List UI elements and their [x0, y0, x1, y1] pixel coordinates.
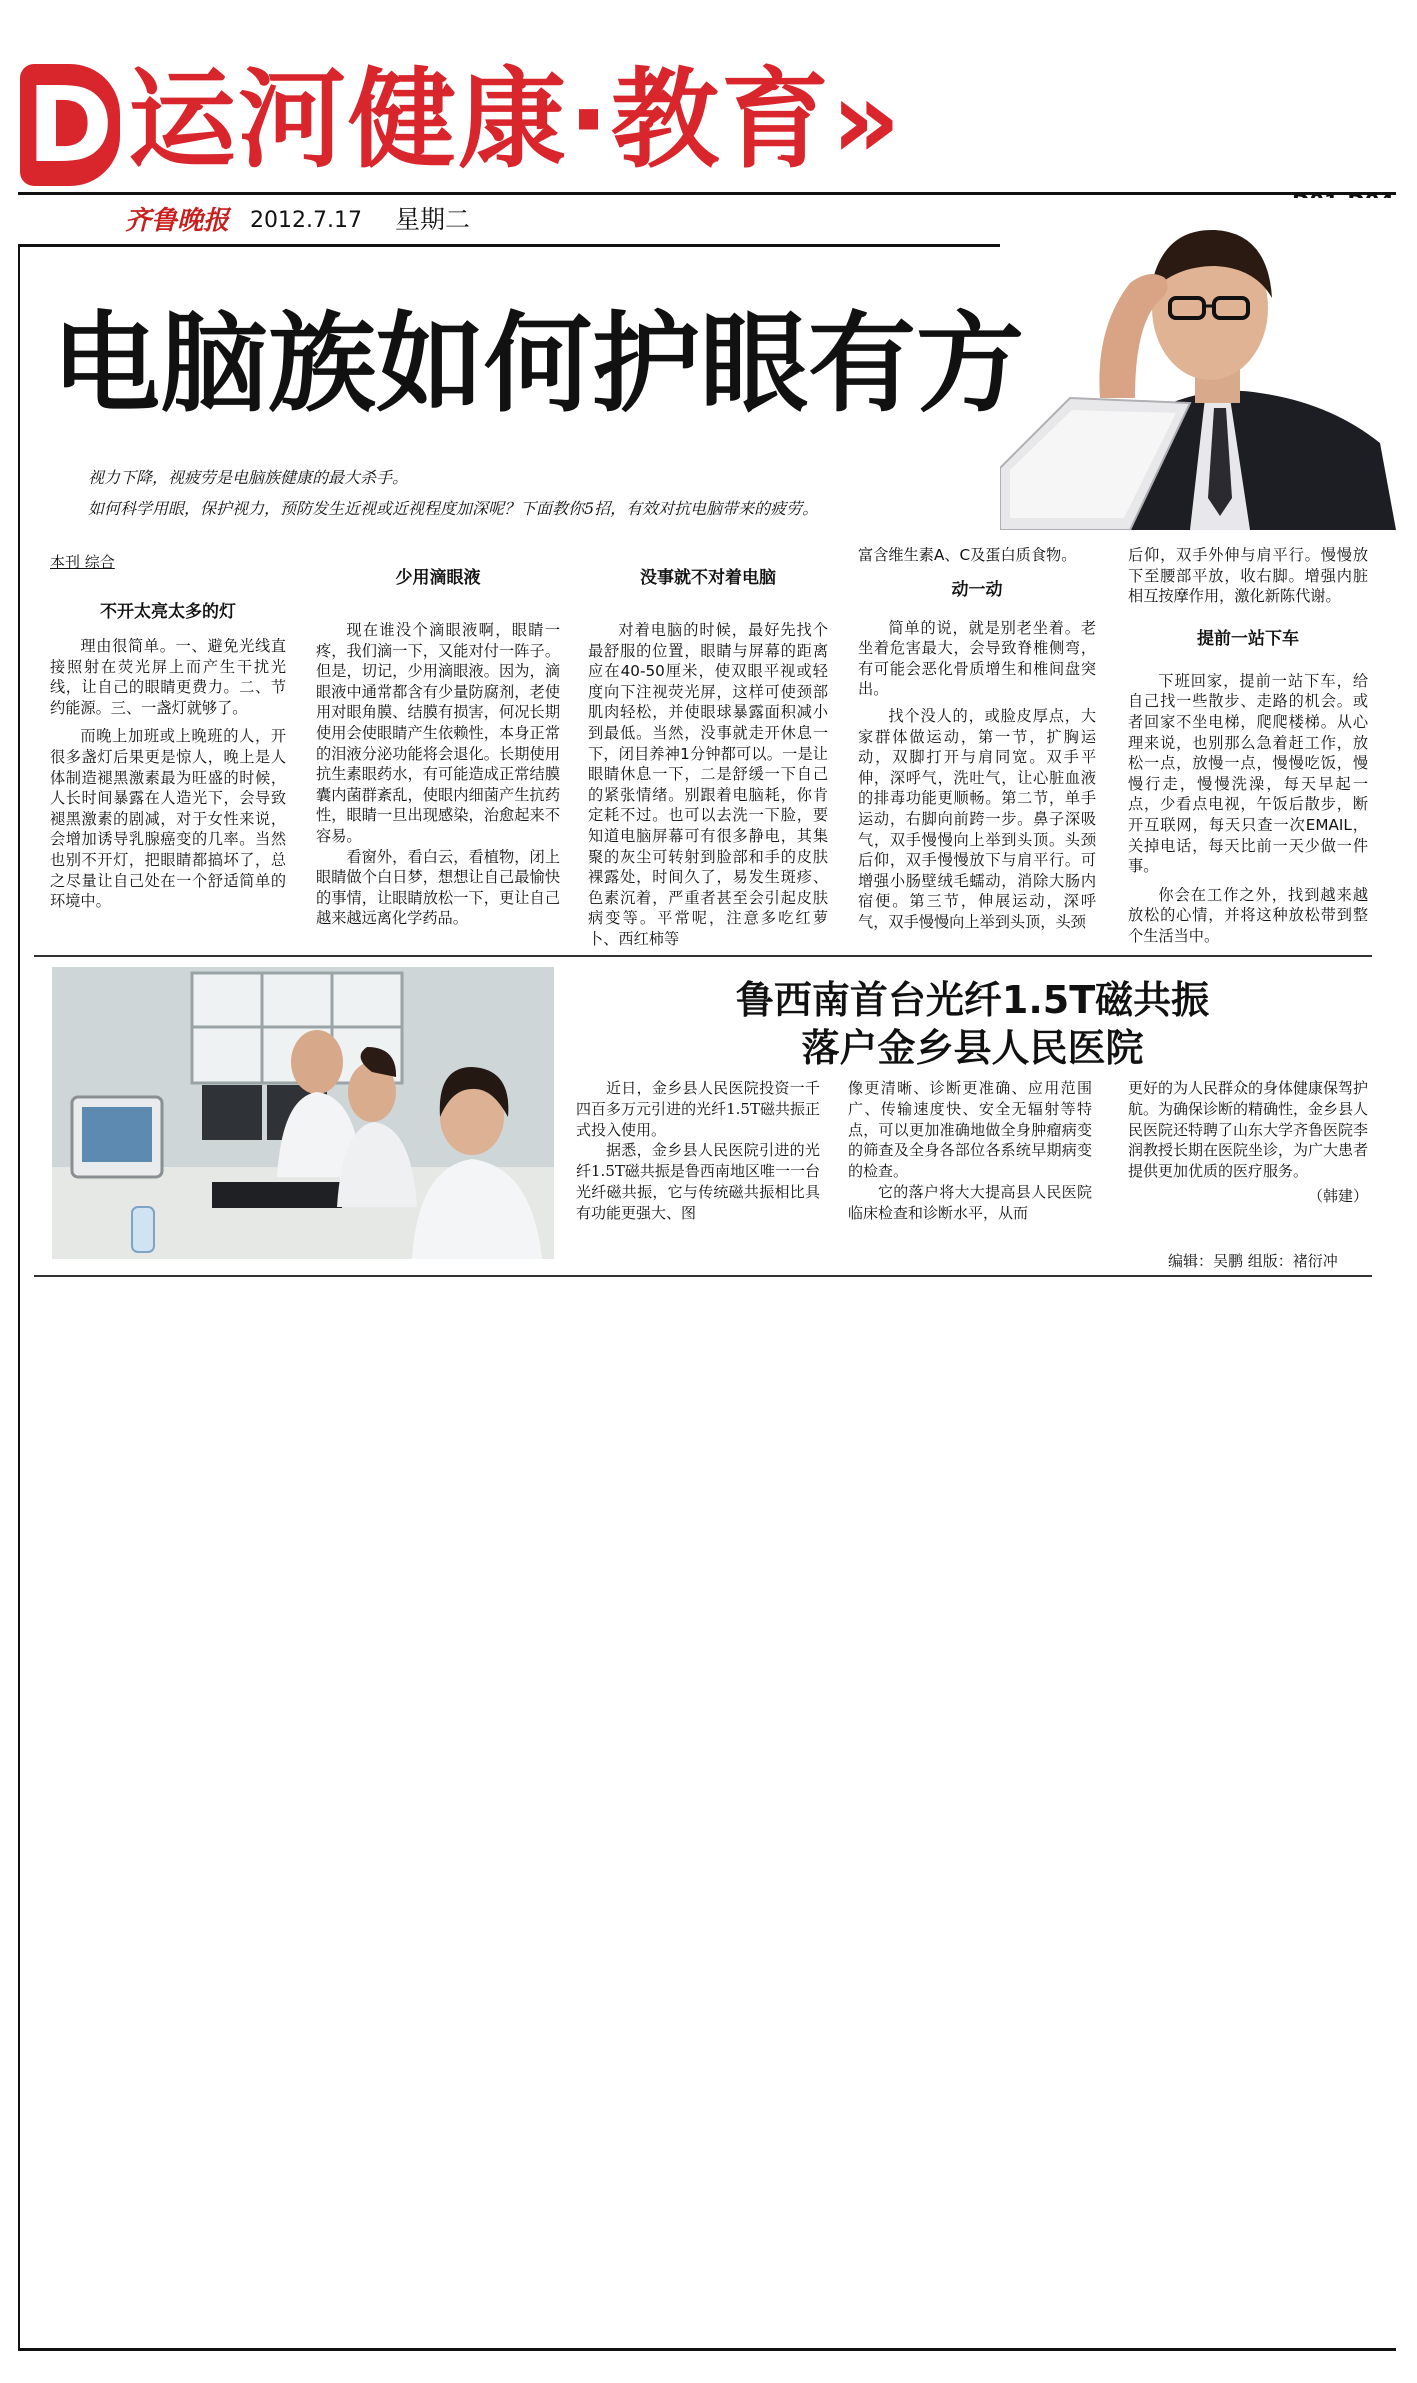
issue-weekday: 星期二 [395, 205, 471, 234]
section-divider [34, 1275, 1372, 1277]
article-paragraph: 简单的说，就是别老坐着。老坐着危害最大，会导致脊椎侧弯，有可能会恶化骨质增生和椎间盘突出。 [858, 618, 1096, 699]
article-column [1128, 545, 1368, 947]
newspaper-name: 齐鲁晚报 [125, 206, 230, 236]
story-divider [34, 955, 1372, 957]
computer-user-photo [1000, 198, 1396, 530]
story-paragraph: 更好的为人民群众的身体健康保驾护航。为确保诊断的精确性，金乡县人民医院还特聘了山东大学齐鲁医院李润教授长期在医院坐诊，为广大患者提供更加优质的医疗服务。 [1128, 1079, 1369, 1181]
story-column [1128, 1078, 1368, 1207]
story-signature: （韩建） [1307, 1186, 1368, 1205]
article-paragraph-continued: 后仰，双手外伸与肩平行。慢慢放下至腰部平放，收右脚。增强内脏相互按摩作用，激化新陈代谢。 [1128, 546, 1368, 606]
article-paragraph: 找个没人的，或脸皮厚点，大家群体做运动，第一节，扩胸运动，双脚打开与肩同宽。双手平伸，深呼气，洗吐气，让心脏血液的排毒功能更顺畅。第二节，单手运动，右脚向前跨一步。鼻子深吸气，双手慢慢向上举到头顶。头颈后仰，双手慢慢放下与肩平行。可增强小肠壁绒毛蠕动，消除大肠内宿便。第三节，伸展运动，深呼气，双手慢慢向上举到头顶，头颈 [858, 706, 1096, 931]
article-subheading: 没事就不对着电脑 [640, 568, 776, 588]
story-paragraph: 它的落户将大大提高县人民医院临床检查和诊断水平，从而 [848, 1182, 1092, 1222]
editor-credit: 编辑：吴鹏 组版：褚衍冲 [1168, 1252, 1338, 1270]
story-paragraph: 像更清晰、诊断更准确、应用范围广、传输速度快、安全无辐射等特点，可以更加准确地做全身肿瘤病变的筛查及全身各部位各系统早期病变的检查。 [848, 1079, 1092, 1181]
story-paragraph: 据悉，金乡县人民医院引进的光纤1.5T磁共振是鲁西南地区唯一一台光纤磁共振，它与传统磁共振相比具有功能更强大、图 [576, 1141, 820, 1222]
article-column [588, 566, 828, 950]
masthead-rule [18, 192, 1396, 195]
byline: 本刊 综合 [50, 553, 115, 571]
article-paragraph: 下班回家，提前一站下车，给自己找一些散步、走路的机会。或者回家不坐电梯，爬爬楼梯。从心理来说，也别那么急着赶工作，放松一点，放慢一点，慢慢吃饭，慢慢行走，慢慢洗澡，每天早起一点，少看点电视，午饭后散步，断开互联网，每天只查一次EMAIL，关掉电话，每天比前一天少做一件事。 [1128, 671, 1368, 876]
article-subheading: 少用滴眼液 [395, 568, 481, 588]
story-column [576, 1078, 820, 1224]
lede-line: 视力下降，视疲劳是电脑族健康的最大杀手。 [88, 468, 409, 487]
hospital-workstation-photo [52, 967, 554, 1259]
article-paragraph: 你会在工作之外，找到越来越放松的心情，并将这种放松带到整个生活当中。 [1128, 885, 1368, 945]
story-headline: 鲁西南首台光纤1.5T磁共振 [735, 978, 1210, 1022]
article-paragraph: 对着电脑的时候，最好先找个最舒服的位置，眼睛与屏幕的距离应在40-50厘米，使双眼平视或轻度向下注视荧光屏，这样可使颈部肌肉轻松，并使眼球暴露面积减小到最低。当然，没事就走开休息一下，闭目养神1分钟都可以。一是让眼睛休息一下，二是舒缓一下自己的紧张情绪。别跟着电脑耗，你肯定耗不过。也可以去洗一下脸，要知道电脑屏幕可有很多静电，其集聚的灰尘可转射到脸部和手的皮肤裸露处，时间久了，易发生斑疹、色素沉着，严重者甚至会引起皮肤病变等。平常呢，注意多吃红萝卜、西红柿等 [588, 621, 828, 948]
section-title: 运河健康·教育» [128, 58, 903, 183]
article-subheading: 不开太亮太多的灯 [100, 602, 236, 622]
article-column [316, 566, 560, 929]
article-paragraph-continued: 富含维生素A、C及蛋白质食物。 [858, 546, 1077, 564]
article-subheading: 动一动 [951, 579, 1003, 600]
section-logo-badge: D [20, 64, 120, 186]
page-frame-bottom [18, 2348, 1396, 2351]
article-paragraph: 理由很简单。一、避免光线直接照射在荧光屏上而产生干扰光线，让自己的眼睛更费力。二、节约能源。三、一盏灯就够了。 [50, 637, 286, 717]
lede-line: 如何科学用眼，保护视力，预防发生近视或近视程度加深呢？下面教你5招，有效对抗电脑带来的疲劳。 [88, 499, 819, 518]
story-headline: 落户金乡县人民医院 [801, 1026, 1144, 1070]
article-column [50, 600, 286, 912]
story-column [848, 1078, 1092, 1224]
article-paragraph: 现在谁没个滴眼液啊，眼睛一疼，我们滴一下，又能对付一阵子。但是，切记，少用滴眼液。因为，滴眼液中通常都含有少量防腐剂，老使用对眼角膜、结膜有损害，何况长期使用会使眼睛产生依赖性，本身正常的泪液分泌功能将会退化。长期使用抗生素眼药水，有可能造成正常结膜囊内菌群紊乱，使眼内细菌产生抗药性，眼睛一旦出现感染，治愈起来不容易。 [316, 621, 560, 845]
article-subheading: 提前一站下车 [1197, 628, 1299, 649]
page-frame-left [18, 244, 20, 2350]
lead-headline: 电脑族如何护眼有方 [52, 302, 1025, 427]
article-paragraph: 而晚上加班或上晚班的人，开很多盏灯后果更是惊人，晚上是人体制造褪黑激素最为旺盛的时候，人长时间暴露在人造光下，会导致褪黑激素的剧减，对于女性来说，会增加诱导乳腺癌变的几率。当然也别不开灯，把眼睛都搞坏了，总之尽量让自己处在一个舒适简单的环境中。 [50, 727, 286, 911]
article-paragraph: 看窗外，看白云，看植物，闭上眼睛做个白日梦，想想让自己最愉快的事情，让眼睛放松一下，更让自己越来越远离化学药品。 [316, 847, 560, 928]
article-column [858, 545, 1096, 933]
issue-date: 2012.7.17 [250, 208, 362, 233]
story-paragraph: 近日，金乡县人民医院投资一千四百多万元引进的光纤1.5T磁共振正式投入使用。 [576, 1079, 820, 1139]
